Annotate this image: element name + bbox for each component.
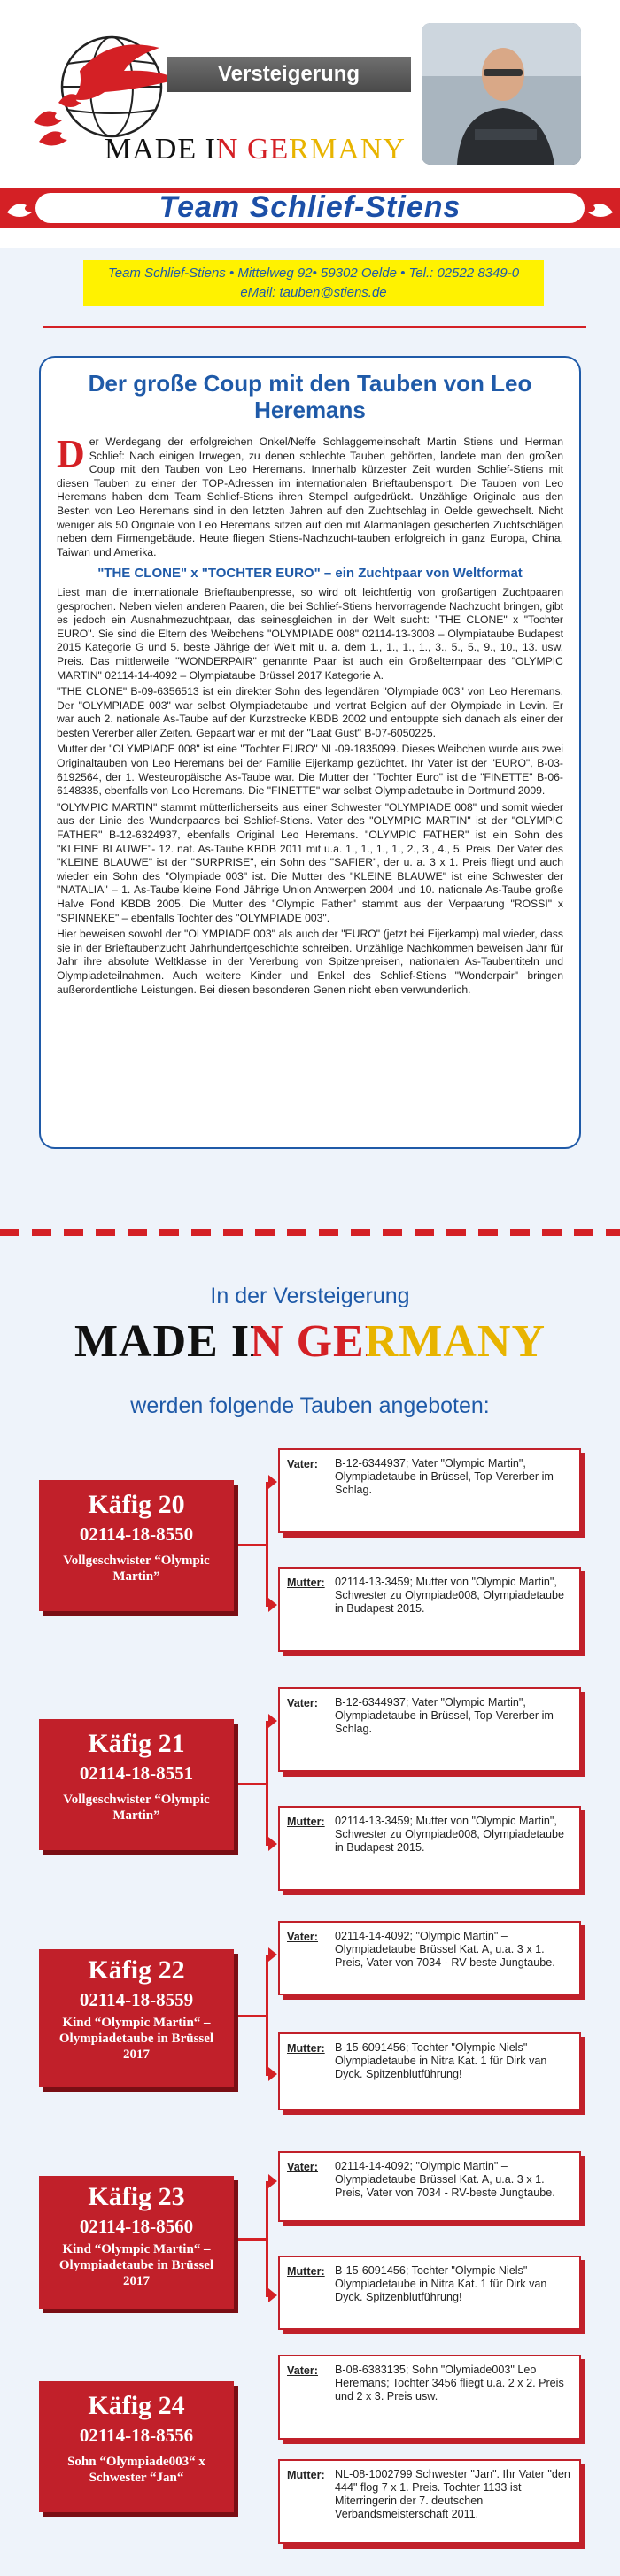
father-box — [278, 1687, 581, 1772]
cage-entry — [0, 1687, 620, 1909]
connector — [230, 2238, 267, 2241]
article-paragraph-6: Hier beweisen sowohl der "OLYMPIADE 003" als auch der "EURO" (jetzt bei Eijerkamp) mal wieder, dass sie in der Brieftaubenzucht Jahrhundertgeschichte schreiben. Unzählige Nachkommen beweisen Jahr für Jahr ihre absolute Weltklasse in der Vererbung von Spitzenpreisen, nationalen As-Taubentiteln und Olympiadeteilnahmen. Auch weitere Kinder und Enkel des Schlief-Stiens "Wonderpair" bringen außerordentliche Leistungen. Bei diesen besonderen Genen nicht eben verwunderlich. — [57, 928, 563, 996]
cage-description: Vollgeschwister “Olympic Martin” — [63, 1554, 210, 1584]
cage-ring-number: 02114-18-8550 — [79, 1523, 194, 1545]
dashed-separator — [0, 1229, 620, 1236]
cage-title: Käfig 20 — [88, 1490, 185, 1519]
auction-made-in-germany — [0, 1315, 620, 1368]
mother-text: 02114-13-3459; Mutter von "Olympic Martin", Schwester zu Olympiade008, Olympiadetaube in Budapest 2015. — [335, 1576, 565, 1615]
arrow-icon — [268, 1598, 277, 1612]
mother-box — [278, 1806, 581, 1891]
arrow-icon — [268, 1475, 277, 1489]
cage-ring-number: 02114-18-8559 — [79, 1989, 194, 2010]
cage-entry — [0, 1448, 620, 1670]
cage-title: Käfig 22 — [88, 1955, 185, 1985]
made-in-germany-logo — [105, 133, 406, 166]
father-box — [278, 1921, 581, 1995]
mother-label: Mutter: — [287, 2265, 325, 2278]
mother-label: Mutter: — [287, 1816, 325, 1828]
mother-box — [278, 2459, 581, 2544]
cage-label — [39, 1719, 234, 1850]
cage-title: Käfig 23 — [88, 2182, 185, 2211]
connector — [230, 1783, 267, 1785]
made-in-germany-text: MADE IN GERMANY — [105, 133, 406, 166]
article-paragraph-2: Liest man die internationale Brieftaubenpresse, so wird oft leichtfertig von großartigen Zuchtpaaren gesprochen. Neben vielen anderen Paaren, die bei Schlief-Stiens hervorragende Nachzucht bringen, gibt es jedoch ein Ausnahmezuchtpaar, das seinesgleichen in der Welt sucht: "THE CLONE" x "Tochter EURO". Sie sind die Eltern des Weibchens "OLYMPIADE 008" 02114-13-3008 – Olympiataube Budapest 2015 Kategorie G und 5. beste Jährige der Welt mit u. a. dem 1., 1., 1., 1., 3., 5., 5., 9., 10., 13. usw. Preis. Das mittlerweile "WONDERPAIR" genannte Paar ist auch ein Großelternpaar des "OLYMPIC MARTIN" 02114-14-4092 – Olympiataube Brüssel 2017 Kategorie A. — [57, 585, 563, 682]
team-title: Team Schlief-Stiens — [159, 190, 461, 224]
cage-description: Kind “Olympic Martin“ – Olympiadetaube in Brüssel 2017 — [58, 2016, 214, 2062]
father-box — [278, 2151, 581, 2222]
mother-label: Mutter: — [287, 1577, 325, 1589]
father-label: Vater: — [287, 2364, 319, 2377]
father-label: Vater: — [287, 1931, 319, 1943]
mother-text: NL-08-1002799 Schwester "Jan". Ihr Vater "den 444" flog 7 x 1. Preis. Tochter 1133 ist Miterringerin der 7. deutschen Verbandsmeisterschaft 2011. — [335, 2468, 570, 2520]
father-text: B-12-6344937; Vater "Olympic Martin", Olympiadetaube in Brüssel, Top-Vererber im Schlag. — [335, 1696, 554, 1735]
article-paragraph-5: "OLYMPIC MARTIN" stammt mütterlicherseits aus einer Schwester "OLYMPIADE 008" und somit wieder aus der Linie des Wunderpaares bei Schlief-Stiens. Vater des "OLYMPIC MARTIN" ist der "OLYMPIC FATHER" B-12-6324937, ebenfalls Original Leo Heremans. "OLYMPIC FATHER" ist ein Sohn des "KLEINE BLAUWE"- 12. nat. As-Taube KBDB 2011 mit u.a. 1., 1., 1., 1., 2., 3., 4., 5. Preis. Der Vater des "KLEINE BLAUWE" ist der "SURPRISE", ein Sohn des "SAFIER", der u. a. 3 x 1. Preis fliegt und auch wieder ein Sohn des "Olympiade 003" ist. Die Mutter des "KLEINE BLAUWE" ist eine Schwester der "NATALIA" – 1. As-Taube kleine Fond Jährige Union Antwerpen 2004 und 10. nationale As-Taube große Halve Fond KBDB 2005. Die Mutter des "Olympic Father" stammt aus der Verpaarung "ROSSI" x "SPINNEKE" – ebenfalls Tochter des "OLYMPIADE 003". — [57, 800, 563, 924]
cage-entry — [0, 2355, 620, 2576]
father-box — [278, 1448, 581, 1533]
cage-ring-number: 02114-18-8551 — [79, 1762, 194, 1784]
article-paragraph-1-text: er Werdegang der erfolgreichen Onkel/Neffe Schlaggemeinschaft Martin Stiens und Herman Schlief: Nach einigen Irrwegen, zu denen schlechte Tauben gehörten, landete man den großen Coup mit den Tauben von Leo Heremans. Innerhalb kürzester Zeit wurden Schlief-Stiens mit diesen Tauben zu einer der TOP-Adressen im internationalen Brieftaubensport. Die Tauben von Leo Heremans haben dem Team Schlief-Stiens ihren Stempel aufgedrückt. Unzählige Originale aus den Besten von Leo Heremans sind in den letzten Jahren auf den Zuchtschlag in Oelde gewechselt. Nicht weniger als 50 Originale von Leo Heremans sitzen auf den mit Alarmanlagen gesicherten Zuchtschlägen neben dem Firmengebäude. Heute fliegen Stiens-Nachzucht-tauben erfolgreich in ganz Europa, China, Taiwan und Amerika. — [57, 436, 563, 559]
article-title: Der große Coup mit den Tauben von Leo Heremans — [88, 370, 532, 423]
cage-title: Käfig 24 — [88, 2391, 185, 2420]
arrow-icon — [268, 1947, 277, 1962]
father-text: 02114-14-4092; "Olympic Martin" – Olympiadetaube Brüssel Kat. A, u.a. 3 x 1. Preis, Vater von 7034 - RV-beste Jungtaube. — [335, 2160, 555, 2199]
mother-label: Mutter: — [287, 2042, 325, 2055]
auction-intro: In der Versteigerung — [210, 1284, 410, 1308]
cage-label — [39, 2176, 234, 2309]
father-label: Vater: — [287, 1458, 319, 1470]
article-paragraph-3: "THE CLONE" B-09-6356513 ist ein direkter Sohn des legendären "Olympiade 003" von Leo Heremans. Der "OLYMPIADE 003" war selbst Olympiadetaube und vertrat Belgien auf der Olympiade in Levin. Er war auch 2. nationale As-Taube auf der Kurzstrecke KBDB 2002 und entpuppte sich danach als einer der besten Vererber aller Zeiten. Gepaart war er mit der "Laat Gust" B-07-6050225. — [57, 685, 563, 739]
father-box — [278, 2355, 581, 2440]
father-text: 02114-14-4092; "Olympic Martin" – Olympiadetaube Brüssel Kat. A, u.a. 3 x 1. Preis, Vater von 7034 - RV-beste Jungtaube. — [335, 1930, 555, 1969]
breeder-photo — [422, 23, 581, 165]
article-paragraph-4: Mutter der "OLYMPIADE 008" ist eine "Tochter EURO" NL-09-1835099. Dieses Weibchen wurde aus zwei Originaltauben von Leo Heremans bei der Familie Eijerkamp gezüchtet. Ihr Vater ist der "EURO", B-03-6192564, der 1. Westeuropäische As-Taube war. Die Mutter der "Tochter Euro" ist die "FINETTE" B-06-6148335, ebenfalls von Leo Heremans. Die "FINETTE" war selbst Olympiadetaube in Dortmund 2009. — [57, 743, 563, 798]
mother-label: Mutter: — [287, 2469, 325, 2481]
arrow-icon — [268, 2288, 277, 2302]
arrow-icon — [268, 2067, 277, 2081]
divider — [43, 326, 586, 328]
mother-text: 02114-13-3459; Mutter von "Olympic Martin", Schwester zu Olympiade008, Olympiadetaube in Budapest 2015. — [335, 1815, 565, 1854]
mother-text: B-15-6091456; Tochter "Olympic Niels" – Olympiadetaube in Nitra Kat. 1 für Dirk van Dyck. Spitzenblutführung! — [335, 2041, 547, 2080]
arrow-icon — [268, 2174, 277, 2188]
cage-description: Sohn “Olympiade003“ x Schwester “Jan“ — [67, 2455, 205, 2485]
father-label: Vater: — [287, 1697, 319, 1709]
cage-title: Käfig 21 — [88, 1729, 185, 1758]
cage-label — [39, 1480, 234, 1611]
cage-label — [39, 2381, 234, 2512]
email-line: eMail: tauben@stiens.de — [240, 285, 387, 300]
address-line: Team Schlief-Stiens • Mittelweg 92• 59302 Oelde • Tel.: 02522 8349-0 — [107, 266, 520, 281]
auction-outro: werden folgende Tauben angeboten: — [130, 1393, 490, 1418]
connector — [230, 2015, 267, 2017]
article-paragraph-1 — [57, 432, 563, 559]
arrow-icon — [268, 1837, 277, 1851]
mother-box — [278, 2032, 581, 2110]
cage-description: Kind “Olympic Martin“ – Olympiadetaube in Brüssel 2017 — [58, 2242, 214, 2288]
arrow-icon — [268, 1714, 277, 1728]
father-text: B-08-6383135; Sohn "Olymiade003" Leo Heremans; Tochter 3456 fliegt u.a. 2 x 2. Preis und 2 x 3. Preis usw. — [335, 2364, 564, 2402]
drop-cap: D — [57, 432, 85, 475]
header — [0, 0, 620, 248]
mother-text: B-15-6091456; Tochter "Olympic Niels" – Olympiadetaube in Nitra Kat. 1 für Dirk van Dyck. Spitzenblutführung! — [335, 2264, 547, 2303]
cage-entry — [0, 1921, 620, 2142]
auction-made-in-germany-text: MADE IN GERMANY — [74, 1316, 546, 1367]
mother-box — [278, 1567, 581, 1652]
cage-label — [39, 1949, 234, 2087]
father-label: Vater: — [287, 2161, 319, 2173]
address-box — [83, 260, 544, 306]
article-box — [39, 356, 581, 1149]
connector — [230, 1544, 267, 1546]
father-text: B-12-6344937; Vater "Olympic Martin", Olympiadetaube in Brüssel, Top-Vererber im Schlag. — [335, 1457, 554, 1496]
mother-box — [278, 2256, 581, 2330]
cage-entry — [0, 2151, 620, 2350]
cage-ring-number: 02114-18-8560 — [79, 2216, 194, 2237]
versteigerung-banner: Versteigerung — [167, 57, 411, 92]
article-subheading: "THE CLONE" x "TOCHTER EURO" – ein Zuchtpaar von Weltformat — [97, 566, 523, 582]
cage-description: Vollgeschwister “Olympic Martin” — [63, 1793, 210, 1823]
cage-ring-number: 02114-18-8556 — [79, 2425, 194, 2446]
